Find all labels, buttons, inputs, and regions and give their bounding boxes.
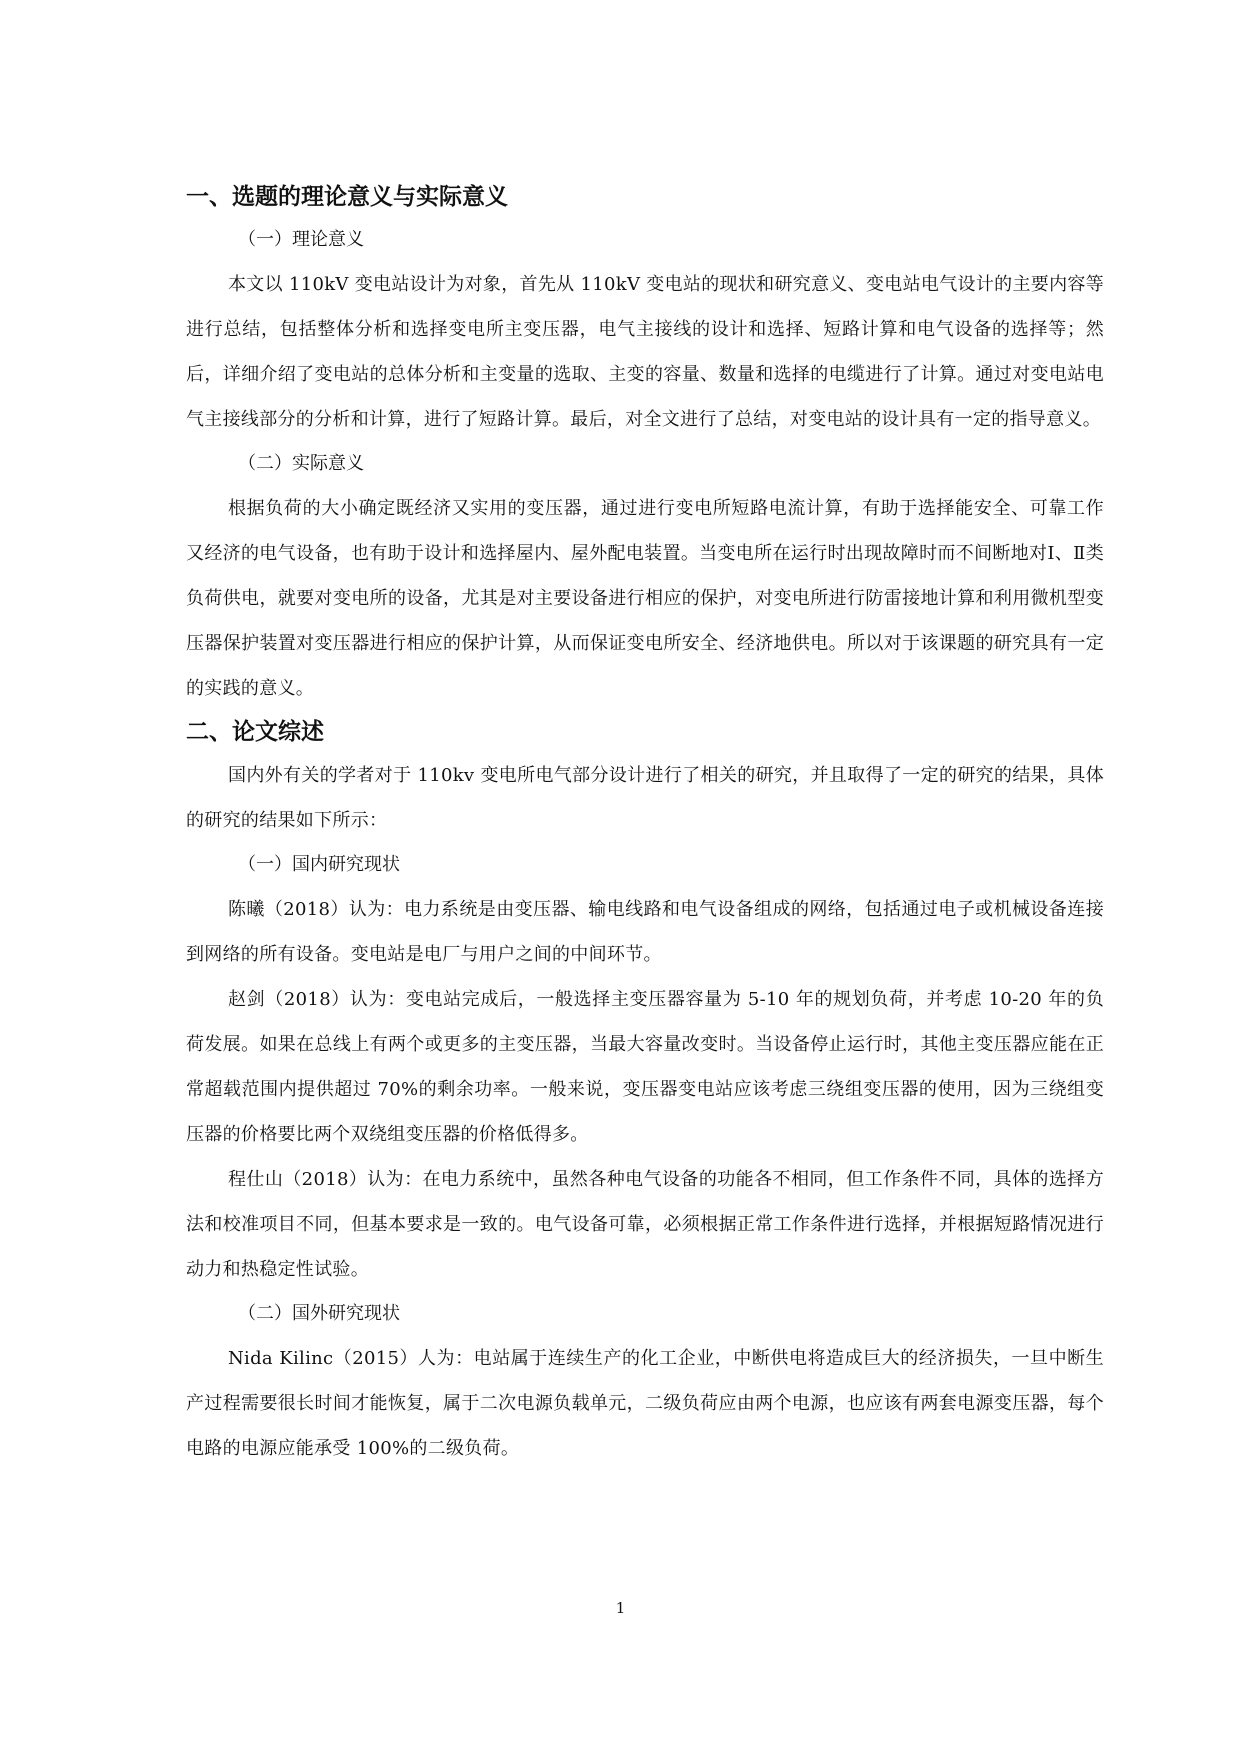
paragraph-domestic-chengshishan: 程仕山（2018）认为：在电力系统中，虽然各种电气设备的功能各不相同，但工作条件不同，具体的选择方法和校准项目不同，但基本要求是一致的。电气设备可靠，必须根据正常工作条件进行选择，并根据短路情况进行动力和热稳定性试验。 (186, 1169, 1104, 1280)
subsection-heading-domestic: （一）国内研究现状 (238, 854, 400, 875)
page-content (186, 176, 1104, 1471)
paragraph-practical-significance: 根据负荷的大小确定既经济又实用的变压器，通过进行变电所短路电流计算，有助于选择能安全、可靠工作又经济的电气设备，也有助于设计和选择屋内、屋外配电装置。当变电所在运行时出现故障时而不间断地对Ⅰ、Ⅱ类负荷供电，就要对变电所的设备，尤其是对主要设备进行相应的保护，对变电所进行防雷接地计算和利用微机型变压器保护装置对变压器进行相应的保护计算，从而保证变电所安全、经济地供电。所以对于该课题的研究具有一定的实践的意义。 (186, 498, 1104, 699)
paragraph-theoretical-significance: 本文以 110kV 变电站设计为对象，首先从 110kV 变电站的现状和研究意义、变电站电气设计的主要内容等进行总结，包括整体分析和选择变电所主变压器，电气主接线的设计和选择、短路计算和电气设备的选择等；然后，详细介绍了变电站的总体分析和主变量的选取、主变的容量、数量和选择的电缆进行了计算。通过对变电站电气主接线部分的分析和计算，进行了短路计算。最后，对全文进行了总结，对变电站的设计具有一定的指导意义。 (186, 274, 1104, 430)
subsection-heading-theoretical: （一）理论意义 (238, 229, 364, 250)
paragraph-review-intro: 国内外有关的学者对于 110kv 变电所电气部分设计进行了相关的研究，并且取得了一定的研究的结果，具体的研究的结果如下所示： (186, 765, 1104, 831)
paragraph-domestic-chenxi: 陈曦（2018）认为：电力系统是由变压器、输电线路和电气设备组成的网络，包括通过电子或机械设备连接到网络的所有设备。变电站是电厂与用户之间的中间环节。 (186, 899, 1104, 965)
subsection-heading-practical: （二）实际意义 (238, 453, 364, 474)
paragraph-domestic-zhaojian: 赵剑（2018）认为：变电站完成后，一般选择主变压器容量为 5-10 年的规划负荷，并考虑 10-20 年的负荷发展。如果在总线上有两个或更多的主变压器，当最大容量改变时。当设备停止运行时，其他主变压器应能在正常超载范围内提供超过 70%的剩余功率。一般来说，变压器变电站应该考虑三绕组变压器的使用，因为三绕组变压器的价格要比两个双绕组变压器的价格低得多。 (186, 989, 1104, 1145)
paragraph-foreign-nida-kilinc: Nida Kilinc（2015）人为：电站属于连续生产的化工企业，中断供电将造成巨大的经济损失，一旦中断生产过程需要很长时间才能恢复，属于二次电源负载单元，二级负荷应由两个电源，也应该有两套电源变压器，每个电路的电源应能承受 100%的二级负荷。 (186, 1348, 1104, 1459)
section-heading-literature-review: 二、论文综述 (186, 719, 324, 745)
subsection-heading-foreign: （二）国外研究现状 (238, 1303, 400, 1324)
page-number: 1 (615, 1599, 626, 1617)
section-heading-significance: 一、选题的理论意义与实际意义 (186, 184, 508, 210)
